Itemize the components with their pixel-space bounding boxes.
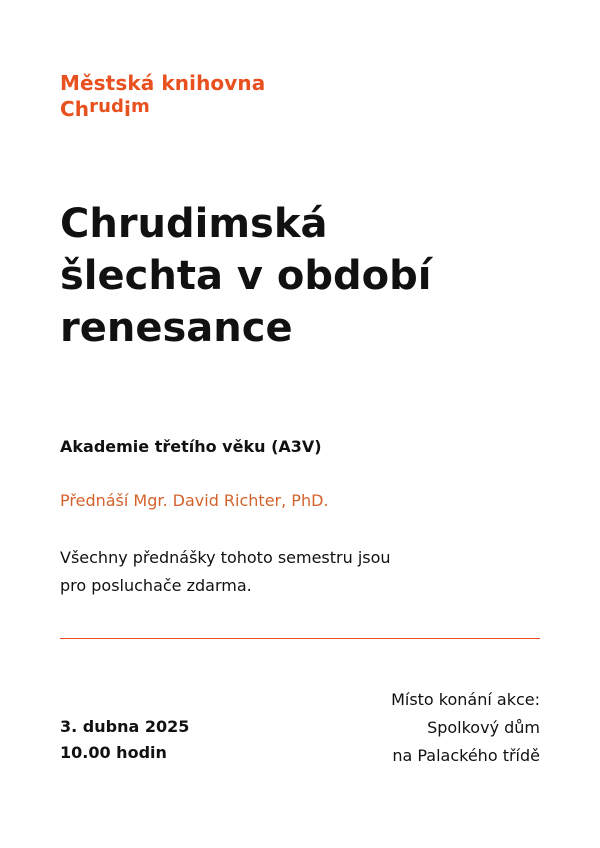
divider	[60, 638, 540, 639]
event-date: 3. dubna 2025	[60, 717, 190, 736]
event-datetime	[60, 714, 189, 766]
logo-line-2	[60, 96, 265, 124]
note-line-2: pro posluchače zdarma.	[60, 576, 252, 595]
free-admission-note	[60, 544, 500, 600]
event-venue	[391, 686, 540, 770]
logo-line-2-mid: i	[124, 97, 131, 121]
library-logo	[60, 70, 265, 124]
title-line-3: renesance	[60, 305, 293, 351]
title-line-2: šlechta v období	[60, 253, 432, 299]
venue-line-2: na Palackého třídě	[392, 746, 540, 765]
title-line-1: Chrudimská	[60, 201, 328, 247]
lecture-title	[60, 198, 540, 354]
logo-line-2-raised: rud	[89, 96, 125, 117]
logo-line-2-end: m	[130, 96, 150, 117]
logo-line-1: Městská knihovna	[60, 71, 266, 95]
logo-line-2-start: Ch	[60, 97, 90, 121]
venue-line-1: Spolkový dům	[427, 718, 540, 737]
event-time: 10.00 hodin	[60, 743, 167, 762]
lecturer-info: Přednáší Mgr. David Richter, PhD.	[60, 491, 329, 510]
note-line-1: Všechny přednášky tohoto semestru jsou	[60, 548, 391, 567]
venue-label: Místo konání akce:	[391, 690, 540, 709]
series-name: Akademie třetího věku (A3V)	[60, 437, 322, 456]
